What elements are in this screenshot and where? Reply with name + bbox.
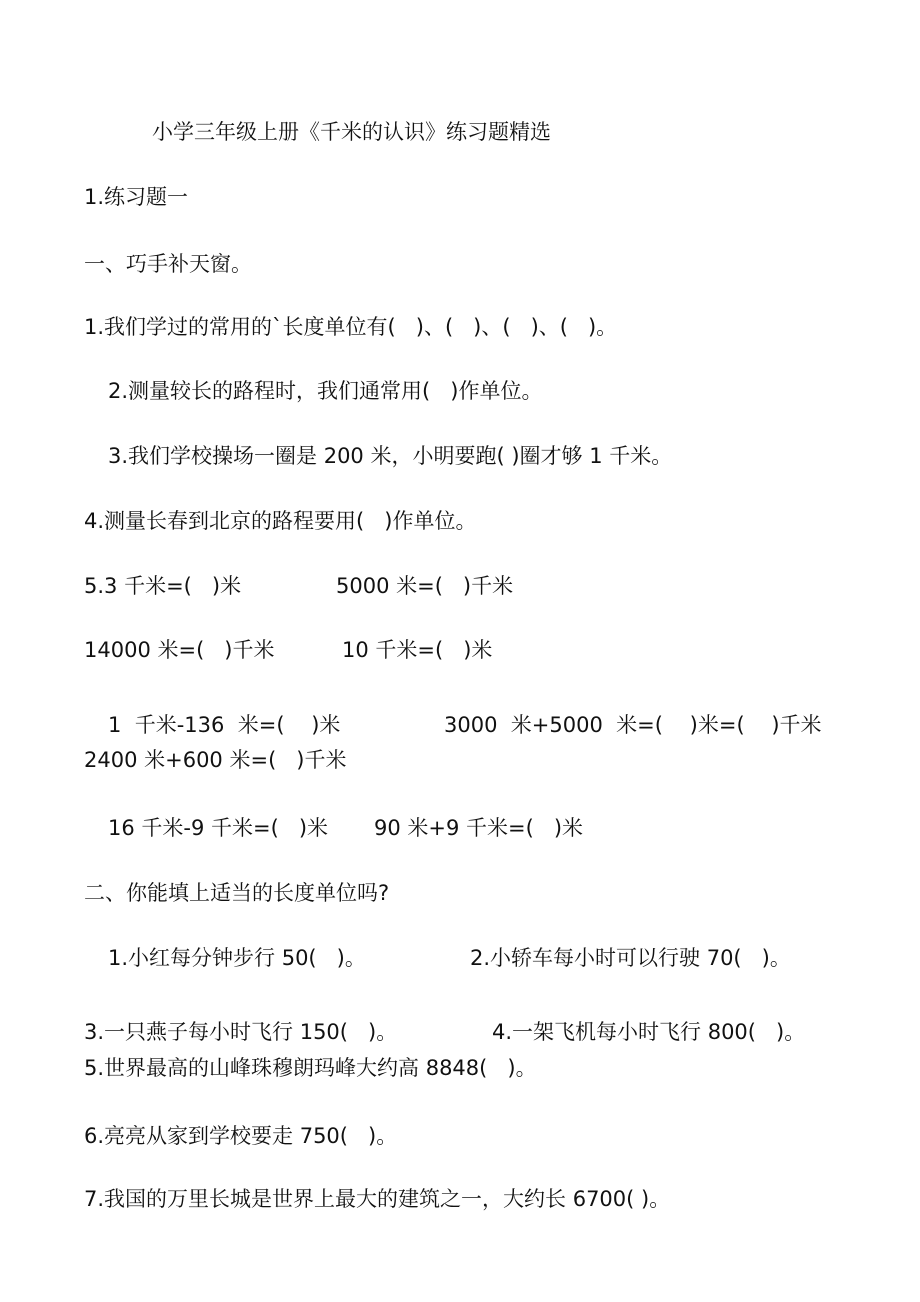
- question-2-1: 1.小红每分钟步行 50( )。: [108, 946, 366, 970]
- question-1-3: 3.我们学校操场一圈是 200 米，小明要跑( )圈才够 1 千米。: [108, 444, 673, 468]
- exercise-heading: 1.练习题一: [84, 185, 189, 209]
- question-1-5f: 3000 米+5000 米=( )米=( )千米: [444, 713, 822, 737]
- question-2-2: 2.小轿车每小时可以行驶 70( )。: [470, 946, 791, 970]
- page-title: 小学三年级上册《千米的认识》练习题精选: [152, 120, 551, 144]
- question-1-4: 4.测量长春到北京的路程要用( )作单位。: [84, 509, 477, 533]
- question-1-5e: 1 千米-136 米=( )米: [108, 713, 341, 737]
- question-1-5g: 2400 米+600 米=( )千米: [84, 748, 347, 772]
- question-1-5h: 16 千米-9 千米=( )米: [108, 816, 329, 840]
- section1-heading: 一、巧手补天窗。: [84, 252, 252, 276]
- question-1-5i: 90 米+9 千米=( )米: [374, 816, 584, 840]
- question-1-5b: 5000 米=( )千米: [336, 574, 514, 598]
- question-1-1: 1.我们学过的常用的`长度单位有( )、( )、( )、( )。: [84, 315, 618, 339]
- question-2-7: 7.我国的万里长城是世界上最大的建筑之一，大约长 6700( )。: [84, 1187, 671, 1211]
- question-2-6: 6.亮亮从家到学校要走 750( )。: [84, 1124, 398, 1148]
- question-1-2: 2.测量较长的路程时，我们通常用( )作单位。: [108, 379, 543, 403]
- question-2-4: 4.一架飞机每小时飞行 800( )。: [492, 1020, 806, 1044]
- question-2-5: 5.世界最高的山峰珠穆朗玛峰大约高 8848( )。: [84, 1056, 537, 1080]
- question-1-5c: 14000 米=( )千米: [84, 638, 275, 662]
- question-1-5d: 10 千米=( )米: [342, 638, 493, 662]
- question-2-3: 3.一只燕子每小时飞行 150( )。: [84, 1020, 398, 1044]
- section2-heading: 二、你能填上适当的长度单位吗?: [84, 881, 390, 905]
- question-1-5a: 5.3 千米=( )米: [84, 574, 242, 598]
